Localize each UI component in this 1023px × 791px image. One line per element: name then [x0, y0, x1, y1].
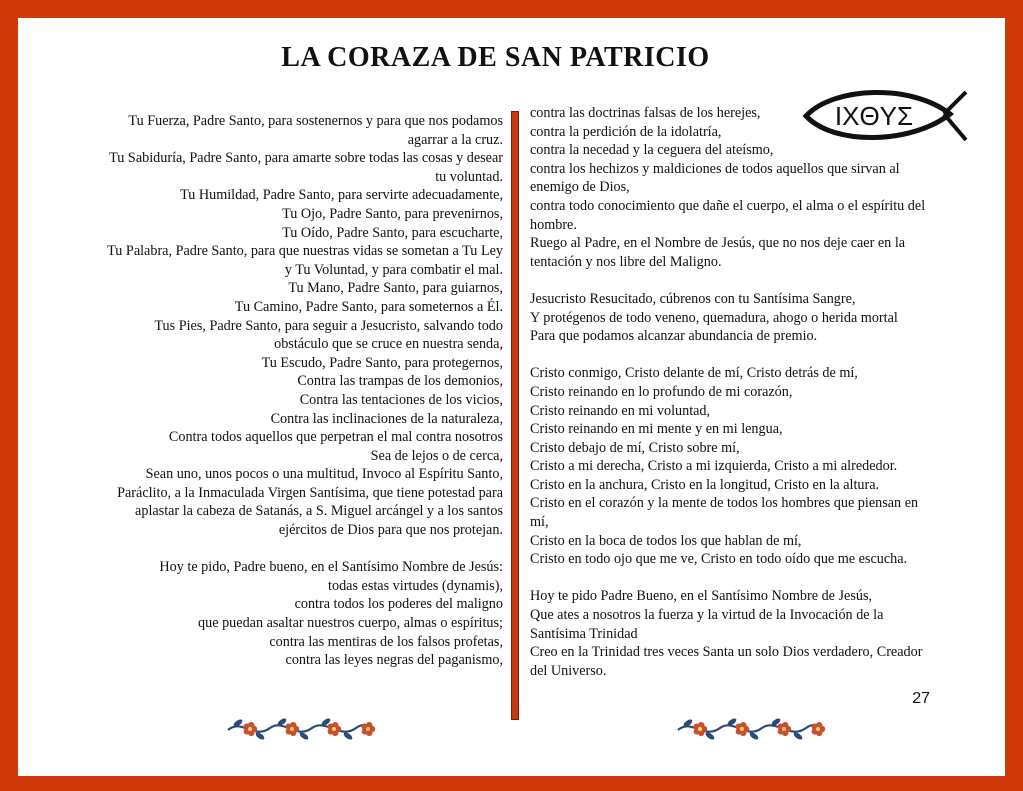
text-line: Tu Mano, Padre Santo, para guiarnos,	[288, 280, 503, 297]
text-line: que puedan asaltar nuestros cuerpo, almas o espíritus;	[198, 615, 503, 632]
text-line: contra todo conocimiento que dañe el cuerpo, el alma o el espíritu del	[530, 197, 926, 214]
text-line: obstáculo que se cruce en nuestra senda,	[274, 336, 503, 353]
text-line: Cristo en el corazón y la mente de todos los hombres que piensan en	[530, 495, 919, 512]
flower-icon	[778, 722, 792, 736]
text-line: Cristo reinando en mi voluntad,	[530, 402, 711, 419]
text-line: contra las doctrinas falsas de los herejes,	[530, 105, 761, 121]
text-line: mí,	[530, 514, 549, 531]
text-line: y Tu Voluntad, y para combatir el mal.	[284, 261, 503, 278]
text-line: Jesucristo Resucitado, cúbrenos con tu Santísima Sangre,	[530, 290, 856, 307]
text-line: Hoy te pido Padre Bueno, en el Santísimo Nombre de Jesús,	[530, 588, 873, 605]
text-line: Cristo reinando en mi mente y en mi lengua,	[530, 421, 783, 438]
text-line: Tu Oído, Padre Santo, para escucharte,	[282, 224, 503, 241]
ichthys-text: IXΘYΣ	[834, 101, 914, 131]
blank-line	[530, 569, 970, 588]
page-title: LA CORAZA DE SAN PATRICIO	[281, 42, 710, 73]
text-line: Tu Fuerza, Padre Santo, para sostenernos y para que nos podamos	[128, 113, 503, 129]
text-line: Cristo conmigo, Cristo delante de mí, Cristo detrás de mí,	[530, 365, 858, 382]
flower-icon	[244, 722, 258, 736]
text-line: aplastar la cabeza de Satanás, a S. Miguel arcángel y a los santos	[135, 503, 503, 520]
text-line: contra la perdición de la idolatría,	[530, 123, 722, 140]
text-line: Que ates a nosotros la fuerza y la virtud de la Invocación de la	[530, 607, 884, 624]
text-line: Contra todos aquellos que perpetran el mal contra nosotros	[168, 429, 503, 446]
text-line: contra las leyes negras del paganismo,	[285, 652, 503, 669]
text-line: Cristo en la anchura, Cristo en la longitud, Cristo en la altura.	[530, 476, 880, 493]
text-line: tu voluntad.	[435, 168, 503, 185]
right-text-column	[530, 104, 970, 680]
text-line: del Universo.	[530, 662, 607, 679]
text-line: Cristo reinando en lo profundo de mi corazón,	[530, 383, 793, 400]
flower-icon	[694, 722, 708, 736]
text-line: Ruego al Padre, en el Nombre de Jesús, que no nos deje caer en la	[530, 235, 906, 252]
text-line: Creo en la Trinidad tres veces Santa un solo Dios verdadero, Creador	[530, 644, 923, 661]
text-line: Hoy te pido, Padre bueno, en el Santísimo Nombre de Jesús:	[159, 559, 503, 576]
text-line: Tu Escudo, Padre Santo, para protegernos,	[261, 354, 503, 371]
text-line: Y protégenos de todo veneno, quemadura, ahogo o herida mortal	[530, 309, 898, 326]
text-line: contra las mentiras de los falsos profetas,	[269, 633, 503, 650]
text-line: Tus Pies, Padre Santo, para seguir a Jesucristo, salvando todo	[154, 317, 503, 334]
flower-icon	[812, 722, 826, 736]
left-text-column	[58, 112, 503, 670]
page-number: 27	[912, 690, 930, 707]
text-line: Tu Sabiduría, Padre Santo, para amarte sobre todas las cosas y desear	[109, 150, 503, 167]
text-line: Santísima Trinidad	[530, 625, 638, 642]
flower-icon	[286, 722, 300, 736]
text-line: Tu Palabra, Padre Santo, para que nuestras vidas se sometan a Tu Ley	[107, 243, 503, 260]
text-line: enemigo de Dios,	[530, 179, 630, 196]
blank-line	[58, 540, 503, 559]
flower-icon	[736, 722, 750, 736]
text-line: agarrar a la cruz.	[407, 131, 503, 148]
text-line: Cristo debajo de mí, Cristo sobre mí,	[530, 439, 740, 456]
blank-line	[530, 271, 970, 290]
text-line: hombre.	[530, 216, 577, 233]
column-divider	[511, 111, 519, 720]
flower-icon	[362, 722, 376, 736]
text-line: Cristo en todo ojo que me ve, Cristo en todo oído que me escucha.	[530, 551, 908, 568]
text-line: todas estas virtudes (dynamis),	[328, 577, 503, 594]
text-line: Cristo en la boca de todos los que hablan de mí,	[530, 532, 802, 549]
text-line: Cristo a mi derecha, Cristo a mi izquierda, Cristo a mi alrededor.	[530, 458, 898, 475]
text-line: tentación y nos libre del Maligno.	[530, 253, 722, 270]
text-line: Contra las inclinaciones de la naturaleza,	[270, 410, 503, 427]
floral-ornament-left	[220, 712, 380, 746]
text-line: ejércitos de Dios para que nos protejan.	[278, 522, 503, 539]
text-line: Contra las tentaciones de los vicios,	[299, 391, 503, 408]
text-line: Sea de lejos o de cerca,	[370, 447, 503, 464]
text-line: Tu Ojo, Padre Santo, para prevenirnos,	[282, 205, 503, 222]
floral-ornament-right	[670, 712, 830, 746]
text-line: contra todos los poderes del maligno	[294, 596, 503, 613]
text-line: Paráclito, a la Inmaculada Virgen Santísima, que tiene potestad para	[117, 484, 503, 501]
text-line: Contra las trampas de los demonios,	[297, 373, 503, 390]
text-line: Sean uno, unos pocos o una multitud, Invoco al Espíritu Santo,	[145, 466, 503, 483]
flower-icon	[328, 722, 342, 736]
text-line: Tu Humildad, Padre Santo, para servirte adecuadamente,	[180, 187, 503, 204]
text-line: Tu Camino, Padre Santo, para someternos a Él.	[234, 298, 503, 315]
blank-line	[530, 346, 970, 365]
text-line: contra los hechizos y maldiciones de todos aquellos que sirvan al	[530, 160, 900, 177]
text-line: contra la necedad y la ceguera del ateísmo,	[530, 142, 774, 159]
text-line: Para que podamos alcanzar abundancia de premio.	[530, 328, 818, 345]
